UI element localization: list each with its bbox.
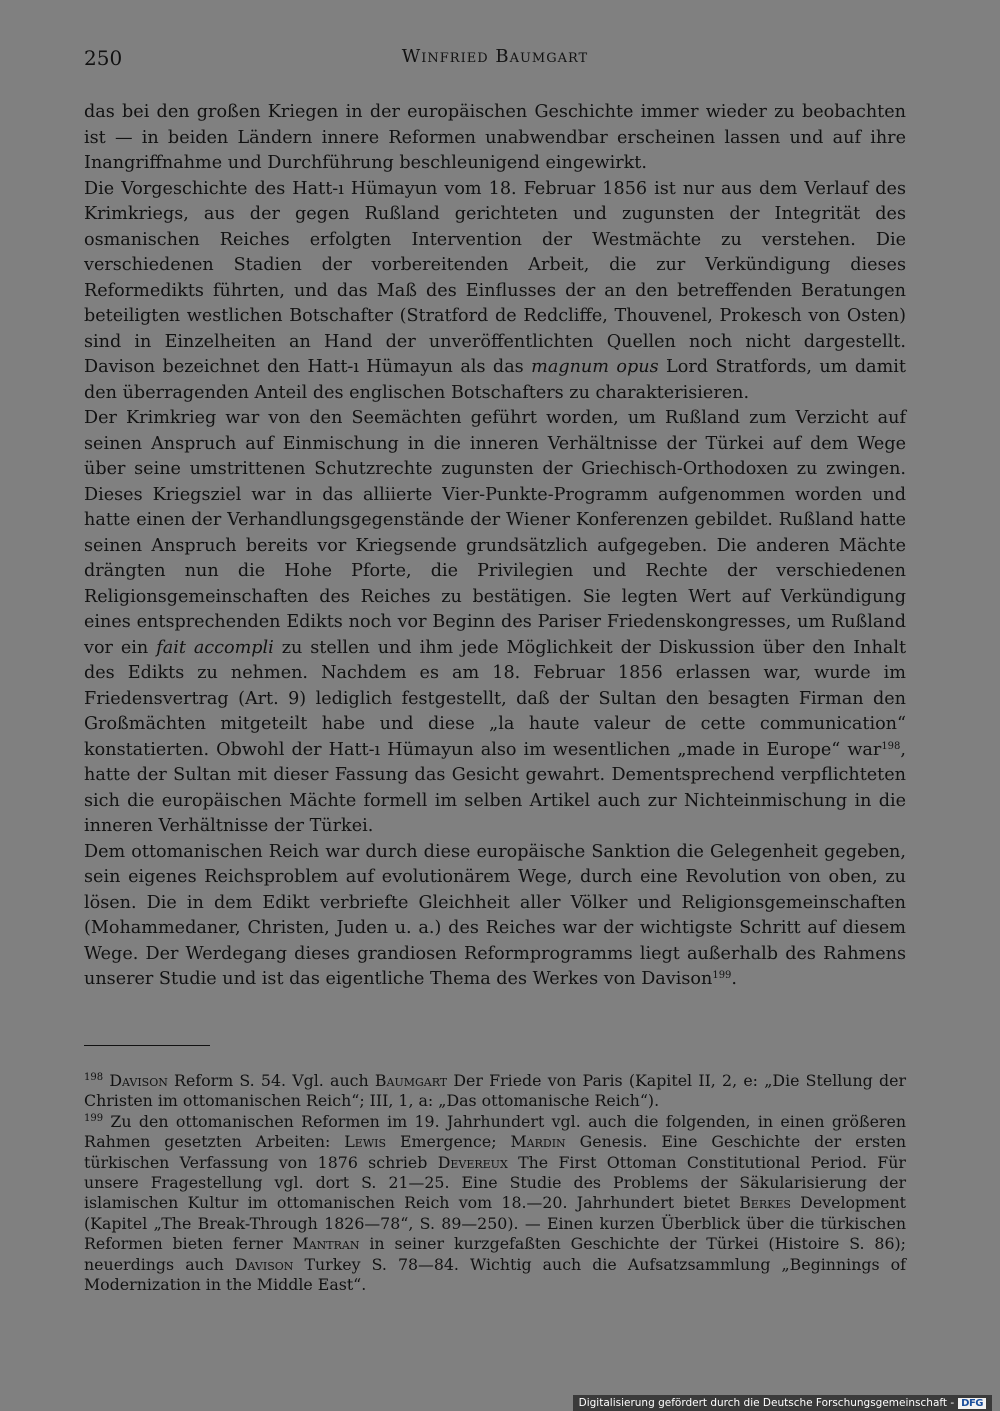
footnote-author: Baumgart xyxy=(374,1071,448,1090)
running-head: Winfried Baumgart xyxy=(401,46,589,67)
footnote-text: Genesis. Eine Geschichte der ersten türkischen Verfassung von 1876 schrieb xyxy=(84,1132,907,1172)
paragraph-3 xyxy=(84,406,906,840)
paragraph-3-text-a: Der Krimkrieg war von den Seemächten geführt worden, um Rußland zum Verzicht auf seinen Anspruch auf Einmischung in die inneren Verhältnisse der Türkei auf dem Wege über seine umstrittenen Schutzrechte zugunsten der Griechisch-Orthodoxen zu zwingen. Dieses Kriegsziel war in das alliierte Vier-Punkte-Programm aufgenommen worden und hatte einen der Verhandlungsgegenstände der Wiener Konferenzen gebildet. Rußland hatte seinen Anspruch bereits vor Kriegsende grundsätzlich aufgegeben. Die anderen Mächte drängten nun die Hohe Pforte, die Privilegien und Rechte der verschiedenen Religionsgemeinschaften des Reiches zu bestätigen. Sie legten Wert auf Verkündigung eines entsprechenden Edikts noch vor Beginn des Pariser Friedenskongresses, um Rußland vor ein xyxy=(84,408,906,658)
footnote-text: Emergence; xyxy=(386,1132,511,1152)
paragraph-3-italic: fait accompli xyxy=(156,637,274,658)
paragraph-2-text-a: Die Vorgeschichte des Hatt-ı Hümayun vom 18. Februar 1856 ist nur aus dem Verlauf des Krimkriegs, aus der gegen Rußland gerichteten und zugunsten der Integrität des osmanischen Reiches erfolgten Intervention der Westmächte zu verstehen. Die verschiedenen Stadien der vorbereitenden Arbeit, die zur Verkündigung dieses Reformedikts führten, und das Maß des Einflusses der an den betreffenden Beratungen beteiligten westlichen Botschafter (Stratford de Redcliffe, Thouvenel, Prokesch von Osten) sind in Einzelheiten an Hand der unveröffentlichten Quellen noch nicht dargestellt. Davison bezeichnet den Hatt-ı Hümayun als das xyxy=(84,178,906,377)
footnote-ref-198: 198 xyxy=(881,740,901,752)
footnote-text: Der Friede von Paris (Kapitel II, 2, e: „Die Stellung der Christen im ottomanischen Reich“; III, 1, a: „Das ottomanische Reich“). xyxy=(84,1071,906,1111)
paragraph-4-text-b: . xyxy=(731,969,738,989)
footnote-author: Davison xyxy=(109,1071,168,1090)
footnote-separator xyxy=(84,1045,210,1046)
digitization-credit xyxy=(573,1395,992,1411)
dfg-logo: DFG xyxy=(958,1398,986,1409)
footnote-ref-199: 199 xyxy=(712,970,732,981)
paragraph-3-text-c: , hatte der Sultan mit dieser Fassung das Gesicht gewahrt. Dementsprechend verpflichteten sich die europäischen Mächte formell im selben Artikel auch zur Nichteinmischung in die inneren Verhältnisse der Türkei. xyxy=(84,739,906,836)
paragraph-1-text: das bei den großen Kriegen in der europäischen Geschichte immer wieder zu beobachten ist — in beiden Ländern innere Reformen unabwendbar erscheinen lassen und auf ihre Inangriffnahme und Durchführung beschleunigend eingewirkt. xyxy=(84,102,906,173)
paragraph-4-text-a: Dem ottomanischen Reich war durch diese europäische Sanktion die Gelegenheit gegeben, sein eigenes Reichsproblem auf evolutionärem Wege, durch eine Revolution von oben, zu lösen. Die in dem Edikt verbriefte Gleichheit aller Völker und Religionsgemeinschaften (Mohammedaner, Christen, Juden u. a.) des Reiches war der wichtigste Schritt auf diesem Wege. Der Werdegang dieses grandiosen Reformprogramms liegt außerhalb des Rahmens unserer Studie und ist das eigentliche Thema des Werkes von Davison xyxy=(84,841,906,989)
body-text xyxy=(84,100,906,993)
credit-text: Digitalisierung gefördert durch die Deutsche Forschungsgemeinschaft - xyxy=(578,1397,955,1409)
paragraph-2-italic: magnum opus xyxy=(531,357,659,377)
footnote-number: 198 xyxy=(84,1072,104,1083)
paragraph-3-text-b: zu stellen und ihm jede Möglichkeit der Diskussion über den Inhalt des Edikts zu nehmen. Nachdem es am 18. Februar 1856 erlassen war, wurde im Friedensvertrag (Art. 9) lediglich festgestellt, daß der Sultan den besagten Firman den Großmächten mitgeteilt habe und diese „la haute valeur de cette communication“ konstatierten. Obwohl der Hatt-ı Hümayun also im wesentlichen „made in Europe“ war xyxy=(84,637,907,760)
footnotes xyxy=(84,1071,906,1295)
footnote-number: 199 xyxy=(84,1112,104,1124)
footnote-198 xyxy=(84,1071,906,1112)
footnote-text: Zu den ottomanischen Reformen im 19. Jahrhundert vgl. auch die folgenden, in einen größeren Rahmen gesetzten Arbeiten: xyxy=(84,1111,906,1152)
footnote-text: Development (Kapitel „The Break-Through 1826—78“, S. 89—250). — Einen kurzen Überblick über die türkischen Reformen bieten ferner xyxy=(84,1193,906,1254)
footnote-text: Turkey S. 78—84. Wichtig auch die Aufsatzsammlung „Beginnings of Modernization in the Middle East“. xyxy=(84,1254,906,1295)
page-number: 250 xyxy=(84,46,123,70)
paragraph-4 xyxy=(84,840,906,993)
page-header xyxy=(84,40,906,70)
footnote-199 xyxy=(84,1112,906,1296)
paragraph-2-text-b: Lord Stratfords, um damit den überragenden Anteil des englischen Botschafters zu charakterisieren. xyxy=(84,357,906,403)
paragraph-2 xyxy=(84,177,906,407)
footnote-text: in seiner kurzgefaßten Geschichte der Türkei (Histoire S. 86); neuerdings auch xyxy=(84,1234,907,1274)
footnote-author: Davison xyxy=(234,1254,294,1274)
footnote-author: Berkes xyxy=(739,1193,791,1213)
footnote-text: Reform S. 54. Vgl. auch xyxy=(167,1071,375,1090)
paragraph-1 xyxy=(84,100,906,177)
footnote-author: Mardin xyxy=(510,1132,566,1152)
footnote-author: Lewis xyxy=(344,1132,387,1152)
footnote-text: The First Ottoman Constitutional Period. Für unsere Fragestellung vgl. dort S. 21—25. Eine Studie des Problems der Säkularisierung der islamischen Kultur im ottomanischen Reich vom 18.—20. Jahrhundert bietet xyxy=(84,1152,906,1213)
footnote-author: Devereux xyxy=(437,1152,508,1172)
footnote-author: Mantran xyxy=(292,1234,360,1254)
